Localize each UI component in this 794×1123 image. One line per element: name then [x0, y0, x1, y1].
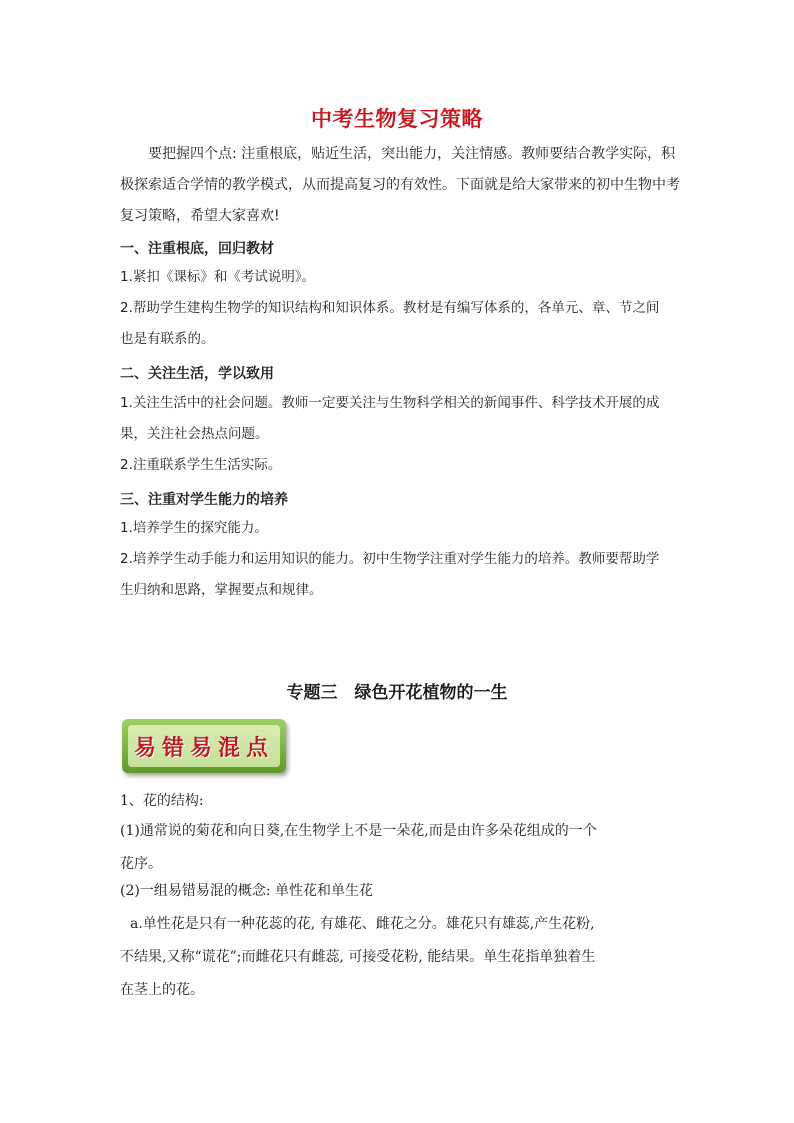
paragraph-line: 在茎上的花。: [120, 982, 204, 998]
flower-paragraph-2: [120, 875, 680, 908]
paragraph-line: a.单性花是只有一种花蕊的花, 有雄花、雌花之分。雄花只有雄蕊,产生花粉,: [130, 916, 595, 932]
topic-title: 专题三 绿色开花植物的一生: [286, 683, 508, 703]
flower-paragraph-3: [120, 908, 680, 1007]
badge-panel: [128, 725, 280, 767]
item-line: 生归纳和思路，掌握要点和规律。: [120, 582, 323, 598]
document-title: 中考生物复习策略: [311, 107, 483, 131]
section-heading: 一、注重根底，回归教材: [120, 241, 274, 257]
flower-heading: [120, 785, 680, 818]
paragraph-line: (1)通常说的菊花和向日葵,在生物学上不是一朵花,而是由许多朵花组成的一个: [120, 823, 597, 839]
intro-line: 复习策略，希望大家喜欢!: [120, 208, 280, 224]
item-line: 1.关注生活中的社会问题。教师一定要关注与生物科学相关的新闻事件、科学技术开展的成: [120, 395, 660, 411]
flower-paragraph-1: [120, 815, 680, 881]
list-item: [120, 513, 676, 544]
flower-heading-text: 1、花的结构:: [120, 793, 204, 809]
item-line: 也是有联系的。: [120, 331, 215, 347]
intro-paragraph: [120, 139, 680, 232]
item-line: 1.紧扣《课标》和《考试说明》。: [120, 269, 316, 285]
list-item: [120, 293, 676, 355]
item-line: 2.帮助学生建构生物学的知识结构和知识体系。教材是有编写体系的，各单元、章、节之间: [120, 300, 660, 316]
paragraph-line: 花序。: [120, 856, 162, 872]
item-line: 2.注重联系学生生活实际。: [120, 457, 282, 473]
intro-line: 极探索适合学情的教学模式，从而提高复习的有效性。下面就是给大家带来的初中生物中考: [120, 177, 680, 193]
paragraph-line: (2)一组易错易混的概念: 单性花和单生花: [120, 883, 373, 899]
item-line: 2.培养学生动手能力和运用知识的能力。初中生物学注重对学生能力的培养。教师要帮助学: [120, 551, 660, 567]
list-item: [120, 544, 676, 606]
section-heading: 三、注重对学生能力的培养: [120, 492, 288, 508]
item-line: 1.培养学生的探究能力。: [120, 520, 268, 536]
error-prone-badge: [122, 719, 286, 773]
intro-line: 要把握四个点: 注重根底，贴近生活，突出能力，关注情感。教师要结合教学实际，积: [148, 146, 676, 162]
badge-label: 易错易混点: [133, 734, 274, 761]
list-item: [120, 262, 676, 293]
list-item: [120, 450, 676, 481]
paragraph-line: 不结果,又称“谎花”;而雌花只有雌蕊, 可接受花粉, 能结果。单生花指单独着生: [120, 949, 596, 965]
list-item: [120, 388, 676, 450]
section-heading: 二、关注生活，学以致用: [120, 366, 274, 382]
item-line: 果，关注社会热点问题。: [120, 426, 269, 442]
